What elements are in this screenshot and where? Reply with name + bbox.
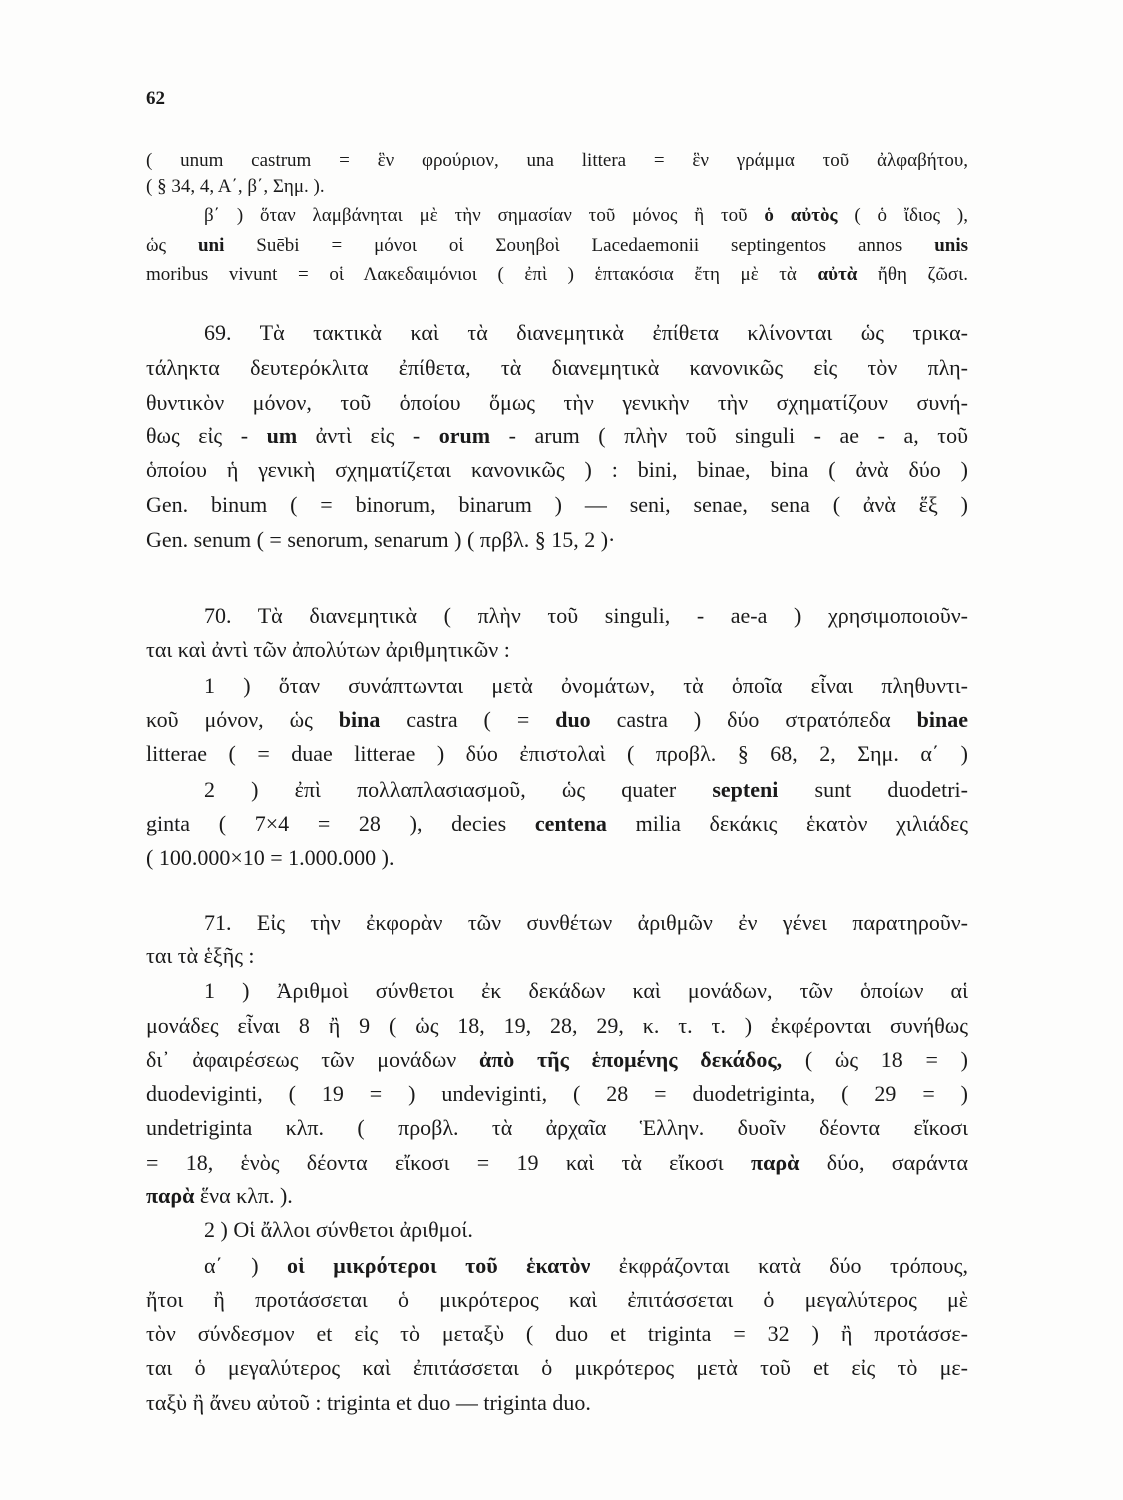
bold-text: παρὰ	[146, 1183, 195, 1208]
text-segment: 70. Τὰ διανεμητικὰ ( πλὴν τοῦ singuli, - ae-a ) χρησιμοποιοῦν-	[204, 603, 968, 628]
bold-text: orum	[438, 423, 491, 448]
text-segment: Gen. senum ( = senorum, senarum ) ( πρβλ. § 15, 2 )·	[146, 527, 616, 552]
bold-text: ἀπὸ τῆς ἑπομένης δεκάδος,	[478, 1047, 783, 1072]
text-segment: milia δεκάκις ἑκατὸν χιλιάδες	[606, 811, 968, 836]
text-line	[146, 1081, 968, 1107]
text-segment: θυντικὸν μόνον, τοῦ ὁποίου ὅμως τὴν γενικὴν τὴν σχηματίζουν συνή-	[146, 390, 968, 415]
text-segment: ( 100.000×10 = 1.000.000 ).	[146, 845, 395, 870]
text-segment: 1 ) ὅταν συνάπτωνται μετὰ ὀνομάτων, τὰ ὁποῖα εἶναι πληθυντι-	[204, 673, 968, 698]
text-line	[146, 1183, 968, 1209]
bold-text: uni	[197, 235, 225, 256]
text-line	[146, 777, 968, 803]
text-line	[146, 811, 968, 837]
bold-text: αὐτὰ	[817, 264, 858, 285]
text-segment: duodeviginti, ( 19 = ) undeviginti, ( 28 = duodetriginta, ( 29 = )	[146, 1081, 968, 1106]
text-line	[146, 978, 968, 1004]
bold-text: septeni	[712, 777, 779, 802]
text-segment: τὸν σύνδεσμον et εἰς τὸ μεταξὺ ( duo et triginta = 32 ) ἢ προτάσσε-	[146, 1321, 968, 1346]
text-segment: ginta ( 7×4 = 28 ), decies	[146, 811, 535, 836]
text-segment: ἕνα κλπ. ).	[194, 1183, 293, 1208]
text-segment: τάληκτα δευτερόκλιτα ἐπίθετα, τὰ διανεμητικὰ κανονικῶς εἰς τὸν πλη-	[146, 355, 968, 380]
text-line	[146, 320, 968, 346]
bold-text: bina	[338, 707, 381, 732]
text-segment: ἐκφράζονται κατὰ δύο τρόπους,	[590, 1253, 969, 1278]
text-segment: castra ) δύο στρατόπεδα	[590, 707, 917, 732]
bold-text: centena	[534, 811, 607, 836]
bold-text: παρὰ	[751, 1150, 800, 1175]
text-segment: undetriginta κλπ. ( προβλ. τὰ ἀρχαῖα Ἑλλην. δυοῖν δέοντα εἴκοσι	[146, 1115, 968, 1140]
text-line	[146, 943, 968, 969]
text-line	[146, 205, 968, 228]
text-line	[146, 1047, 968, 1073]
text-line	[146, 264, 968, 287]
text-line	[146, 150, 968, 173]
text-segment: 2 ) ἐπὶ πολλαπλασιασμοῦ, ὡς quater	[204, 777, 713, 802]
text-line	[146, 390, 968, 416]
text-line	[146, 176, 968, 199]
text-segment: α΄ )	[204, 1253, 288, 1278]
text-segment: litterae ( = duae litterae ) δύο ἐπιστολαὶ ( προβλ. § 68, 2, Σημ. α΄ )	[146, 741, 968, 766]
text-line	[146, 1115, 968, 1141]
text-segment: - arum ( πλὴν τοῦ singuli - ae - a, τοῦ	[490, 423, 968, 448]
text-line	[146, 457, 968, 483]
text-segment: moribus vivunt = οἱ Λακεδαιμόνιοι ( ἐπὶ ) ἑπτακόσια ἔτη μὲ τὰ	[146, 264, 818, 285]
text-segment: Suēbi = μόνοι οἱ Σουηβοὶ Lacedaemonii septingentos annos	[224, 235, 935, 256]
text-line	[146, 527, 968, 553]
text-line	[146, 1321, 968, 1347]
text-segment: ἀντὶ εἰς -	[297, 423, 439, 448]
page-number: 62	[146, 88, 165, 109]
text-line	[146, 1390, 968, 1416]
text-segment: ται τὰ ἑξῆς :	[146, 943, 255, 968]
text-line	[146, 1287, 968, 1313]
text-segment: ὡς	[146, 235, 198, 256]
text-line	[146, 910, 968, 936]
text-segment: θως εἰς -	[146, 423, 267, 448]
bold-text: ὁ αὐτὸς	[764, 205, 838, 226]
bold-text: οἱ μικρότεροι τοῦ ἑκατὸν	[287, 1253, 591, 1278]
text-segment: ταξὺ ἢ ἄνευ αὐτοῦ : triginta et duo — triginta duo.	[146, 1390, 591, 1415]
text-segment: ἤτοι ἢ προτάσσεται ὁ μικρότερος καὶ ἐπιτάσσεται ὁ μεγαλύτερος μὲ	[146, 1287, 968, 1312]
text-segment: castra ( =	[380, 707, 556, 732]
text-line	[146, 603, 968, 629]
text-segment: μονάδες εἶναι 8 ἢ 9 ( ὡς 18, 19, 28, 29, κ. τ. τ. ) ἐκφέρονται συνήθως	[146, 1013, 968, 1038]
text-segment: ται καὶ ἀντὶ τῶν ἀπολύτων ἀριθμητικῶν :	[146, 637, 510, 662]
bold-text: duo	[555, 707, 591, 732]
bold-text: binae	[916, 707, 968, 732]
text-segment: ται ὁ μεγαλύτερος καὶ ἐπιτάσσεται ὁ μικρότερος μετὰ τοῦ et εἰς τὸ με-	[146, 1355, 968, 1380]
text-segment: ὁποίου ἡ γενικὴ σχηματίζεται κανονικῶς ) : bini, binae, bina ( ἀνὰ δύο )	[146, 457, 968, 482]
text-segment: = 18, ἑνὸς δέοντα εἴκοσι = 19 καὶ τὰ εἴκοσι	[146, 1150, 752, 1175]
text-line	[146, 707, 968, 733]
text-line	[146, 637, 968, 663]
text-segment: ἤθη ζῶσι.	[857, 264, 968, 285]
text-segment: Gen. binum ( = binorum, binarum ) — seni, senae, sena ( ἀνὰ ἕξ )	[146, 492, 968, 517]
text-segment: 71. Εἰς τὴν ἐκφορὰν τῶν συνθέτων ἀριθμῶν ἐν γένει παρατηροῦν-	[204, 910, 968, 935]
text-line	[146, 1013, 968, 1039]
text-line	[146, 1217, 968, 1243]
text-segment: ( unum castrum = ἓν φρούριον, una littera = ἓν γράμμα τοῦ ἀλφαβήτου,	[146, 150, 968, 171]
text-segment: ( ὡς 18 = )	[782, 1047, 968, 1072]
text-line	[146, 1253, 968, 1279]
text-segment: ( § 34, 4, Α΄, β΄, Σημ. ).	[146, 176, 325, 197]
text-segment: δύο, σαράντα	[799, 1150, 968, 1175]
text-segment: 69. Τὰ τακτικὰ καὶ τὰ διανεμητικὰ ἐπίθετα κλίνονται ὡς τρικα-	[204, 320, 968, 345]
text-segment: ( ὁ ἴδιος ),	[837, 205, 968, 226]
text-line	[146, 492, 968, 518]
text-segment: δι᾽ ἀφαιρέσεως τῶν μονάδων	[146, 1047, 479, 1072]
text-segment: 2 ) Οἱ ἄλλοι σύνθετοι ἀριθμοί.	[204, 1217, 473, 1242]
text-line	[146, 1150, 968, 1176]
bold-text: um	[266, 423, 298, 448]
text-segment: κοῦ μόνον, ὡς	[146, 707, 339, 732]
text-segment: β΄ ) ὅταν λαμβάνηται μὲ τὴν σημασίαν τοῦ μόνος ἢ τοῦ	[204, 205, 765, 226]
text-line	[146, 673, 968, 699]
text-line	[146, 845, 968, 871]
text-line	[146, 1355, 968, 1381]
text-segment: 1 ) Ἀριθμοὶ σύνθετοι ἐκ δεκάδων καὶ μονάδων, τῶν ὁποίων αἱ	[204, 978, 968, 1003]
text-line	[146, 741, 968, 767]
text-line	[146, 355, 968, 381]
bold-text: unis	[934, 235, 969, 256]
text-line	[146, 235, 968, 258]
text-line	[146, 423, 968, 449]
text-segment: sunt duodetri-	[778, 777, 968, 802]
